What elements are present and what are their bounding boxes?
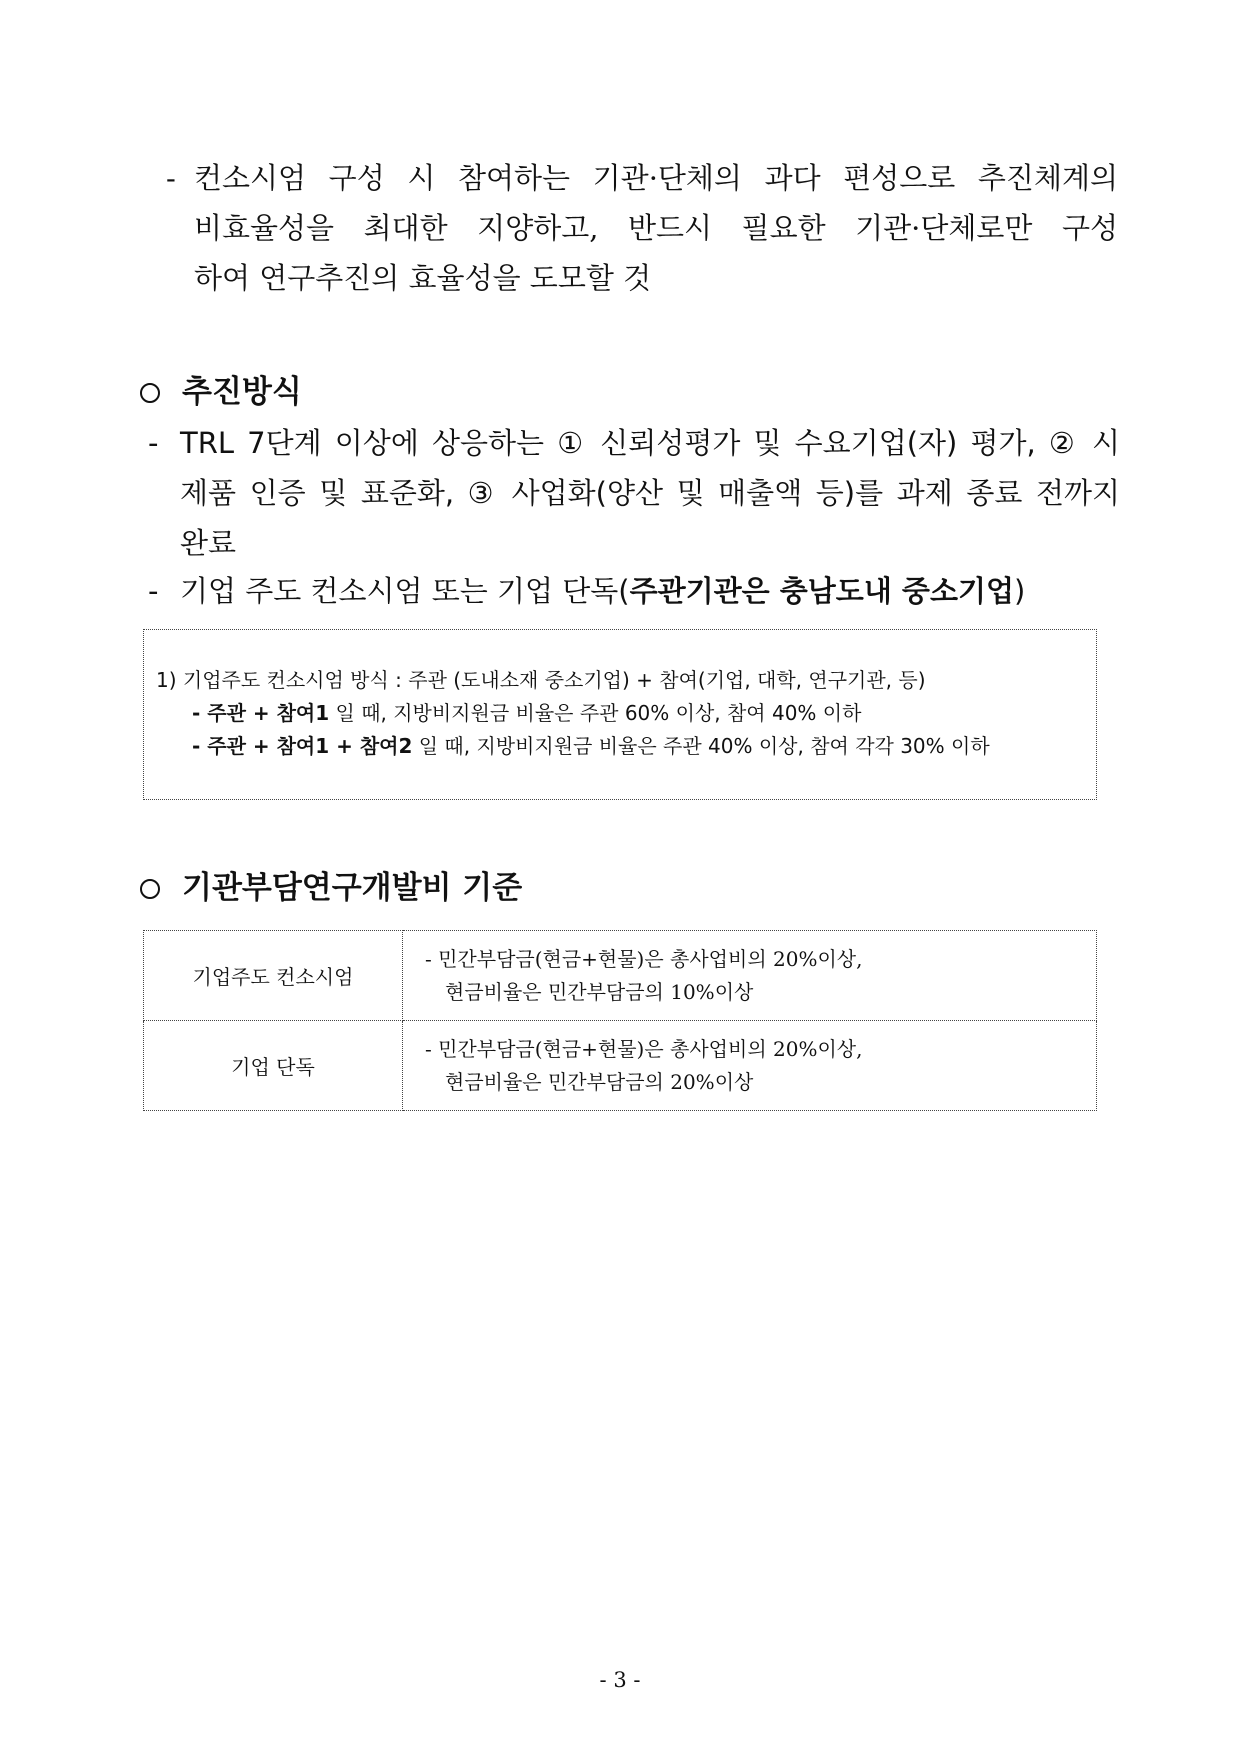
intro-paragraph bbox=[160, 153, 1118, 303]
row-description-line-1: - 민간부담금(현금+현물)은 총사업비의 20%이상, bbox=[425, 1036, 863, 1061]
dash-marker: - bbox=[166, 161, 176, 195]
row-label: 기업 단독 bbox=[144, 1021, 403, 1111]
method-item-consortium bbox=[148, 566, 1120, 616]
consortium-bold: 주관기관은 충남도내 중소기업 bbox=[629, 574, 1014, 608]
note-line-2 bbox=[156, 697, 1096, 730]
consortium-prefix: 기업 주도 컨소시엄 또는 기업 단독( bbox=[180, 574, 630, 608]
note-line-3-rest: 일 때, 지방비지원금 비율은 주관 40% 이상, 참여 각각 30% 이하 bbox=[412, 734, 990, 758]
table-row bbox=[144, 931, 1097, 1021]
note-box bbox=[143, 629, 1097, 800]
row-description bbox=[403, 931, 1097, 1021]
row-description-line-2: 현금비율은 민간부담금의 20%이상 bbox=[445, 1069, 754, 1094]
row-description bbox=[403, 1021, 1097, 1111]
section-title: 기관부담연구개발비 기준 bbox=[182, 870, 523, 906]
section-heading-cost bbox=[140, 863, 522, 913]
section-heading-method bbox=[140, 367, 302, 417]
trl-line-1: TRL 7단계 이상에 상응하는 ① 신뢰성평가 및 수요기업(자) 평가, ② 시 bbox=[180, 426, 1120, 460]
row-label: 기업주도 컨소시엄 bbox=[144, 931, 403, 1021]
consortium-line bbox=[180, 566, 1120, 616]
intro-line-3: 하여 연구추진의 효율성을 도모할 것 bbox=[194, 261, 652, 295]
consortium-suffix: ) bbox=[1013, 574, 1026, 608]
note-line-1: 1) 기업주도 컨소시엄 방식 : 주관 (도내소재 중소기업) + 참여(기업, 대학, 연구기관, 등) bbox=[156, 668, 926, 692]
row-description-line-1: - 민간부담금(현금+현물)은 총사업비의 20%이상, bbox=[425, 946, 863, 971]
intro-line-2: 비효율성을 최대한 지양하고, 반드시 필요한 기관·단체로만 구성 bbox=[194, 211, 1118, 245]
note-line-3 bbox=[156, 730, 1096, 763]
note-line-2-rest: 일 때, 지방비지원금 비율은 주관 60% 이상, 참여 40% 이하 bbox=[329, 701, 862, 725]
note-line-3-bold: - 주관 + 참여1 + 참여2 bbox=[192, 734, 413, 758]
row-description-line-2: 현금비율은 민간부담금의 10%이상 bbox=[445, 979, 754, 1004]
section-title: 추진방식 bbox=[182, 374, 302, 410]
page-number: - 3 - bbox=[599, 1668, 641, 1692]
cost-criteria-table bbox=[143, 930, 1097, 1111]
trl-line-2: 제품 인증 및 표준화, ③ 사업화(양산 및 매출액 등)를 과제 종료 전까지 bbox=[180, 476, 1120, 510]
dash-marker: - bbox=[148, 426, 159, 460]
method-item-trl bbox=[148, 418, 1120, 568]
trl-line-3: 완료 bbox=[180, 526, 237, 560]
circle-bullet-icon bbox=[140, 383, 160, 403]
circle-bullet-icon bbox=[140, 879, 160, 899]
note-line-2-bold: - 주관 + 참여1 bbox=[192, 701, 330, 725]
dash-marker: - bbox=[148, 574, 159, 608]
intro-line-1: 컨소시엄 구성 시 참여하는 기관·단체의 과다 편성으로 추진체계의 bbox=[194, 161, 1118, 195]
table-row bbox=[144, 1021, 1097, 1111]
